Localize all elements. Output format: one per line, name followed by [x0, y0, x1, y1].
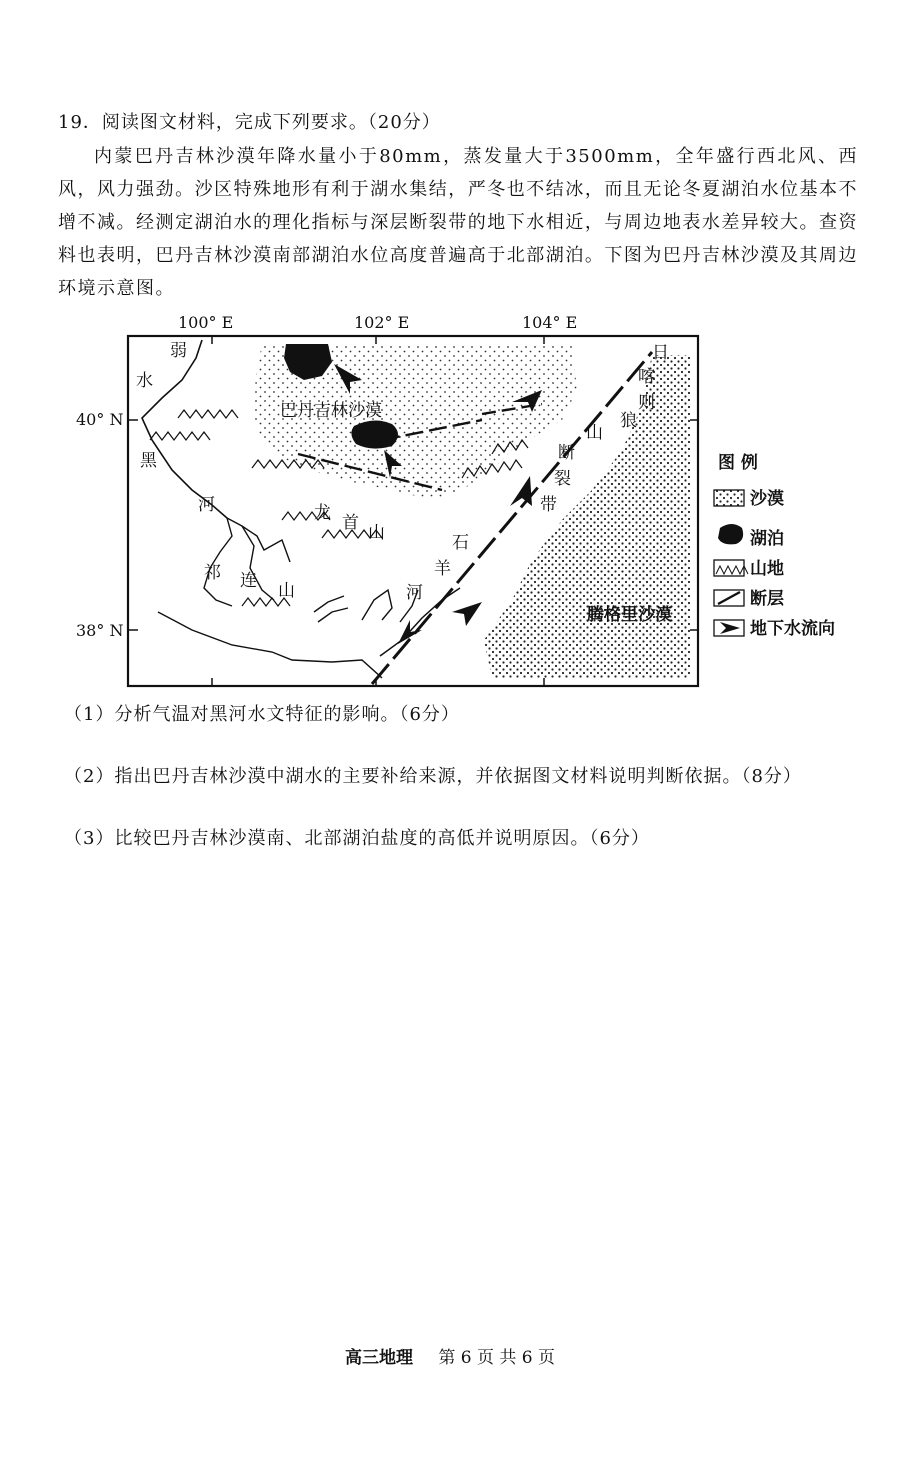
label-fault-5: 山	[586, 423, 603, 443]
shiyang-branch-2	[318, 608, 348, 622]
label-qilian-2: 连	[240, 571, 257, 591]
legend-flow-label: 地下水流向	[750, 619, 835, 639]
legend-desert-label: 沙漠	[750, 489, 784, 509]
label-fault-3: 则	[638, 393, 655, 413]
sub-question-2: （2）指出巴丹吉林沙漠中湖水的主要补给来源，并依据图文材料说明判断依据。（8分）	[64, 766, 802, 787]
label-ruo-1: 弱	[170, 341, 187, 361]
label-longshou-3: 山	[368, 523, 385, 543]
shiyang-branch-3	[362, 590, 392, 620]
label-qilian-3: 山	[278, 581, 295, 601]
question-passage	[58, 140, 858, 305]
passage-text: 内蒙巴丹吉林沙漠年降水量小于80mm，蒸发量大于3500mm，全年盛行西北风、西风，风力强劲。沙区特殊地形有利于湖水集结，严冬也不结冰，而且无论冬夏湖泊水位基本不增不减。经测定湖泊水的理化指标与深层断裂带的地下水相近，与周边地表水差异较大。查资料也表明，巴丹吉林沙漠南部湖泊水位高度普遍高于北部湖泊。下图为巴丹吉林沙漠及其周边环境示意图。	[58, 146, 858, 299]
lake-south	[351, 420, 398, 448]
label-fault-6: 断	[558, 443, 575, 463]
label-fault-2: 喀	[638, 367, 655, 387]
label-tengger: 腾格里沙漠	[587, 605, 672, 625]
label-fault-7: 裂	[554, 469, 571, 489]
lon-label-104: 104° E	[522, 313, 578, 332]
legend-desert-symbol	[714, 490, 744, 506]
legend-lake-symbol	[718, 524, 743, 544]
hei-river-upper	[227, 518, 290, 562]
footer-subject: 高三地理	[344, 1348, 413, 1368]
legend-mountain-label: 山地	[750, 559, 784, 579]
legend-flow-arrow-icon	[720, 622, 740, 634]
lat-label-40: 40° N	[76, 410, 124, 429]
legend-title: 图 例	[718, 453, 758, 473]
label-qilian-1: 祁	[204, 563, 221, 583]
label-hei-1: 黑	[140, 451, 157, 471]
label-ruo-2: 水	[136, 371, 153, 391]
hei-tributary-1	[204, 518, 232, 606]
lat-label-38: 38° N	[76, 621, 124, 640]
label-shiyang-3: 河	[406, 583, 423, 603]
label-fault-1: 日	[652, 343, 669, 363]
lon-label-100: 100° E	[178, 313, 234, 332]
legend-lake-label: 湖泊	[750, 529, 784, 549]
label-shiyang-1: 石	[452, 533, 469, 553]
map-figure	[76, 300, 862, 695]
lon-label-102: 102° E	[354, 313, 410, 332]
label-longshou-1: 龙	[314, 503, 331, 523]
label-hei-2: 河	[198, 495, 215, 515]
map-svg	[76, 300, 862, 695]
sub-question-3: （3）比较巴丹吉林沙漠南、北部湖泊盐度的高低并说明原因。（6分）	[64, 828, 650, 849]
question-title: 19．阅读图文材料，完成下列要求。（20分）	[58, 112, 441, 133]
label-longshou-2: 首	[342, 513, 359, 533]
page-footer	[0, 1343, 900, 1368]
sub-question-1: （1）分析气温对黑河水文特征的影响。（6分）	[64, 704, 460, 725]
legend-fault-label: 断层	[750, 589, 784, 609]
label-shiyang-2: 羊	[434, 559, 451, 579]
footer-page-number: 第 6 页 共 6 页	[438, 1348, 556, 1368]
legend	[714, 452, 835, 639]
qilian-boundary	[158, 612, 382, 678]
ruo-hei-river	[142, 340, 227, 518]
label-fault-4: 狼	[620, 411, 637, 431]
legend-mountain-icon	[716, 566, 748, 574]
legend-fault-icon	[718, 592, 740, 604]
label-fault-8: 带	[540, 495, 557, 515]
label-badain-jaran: 巴丹吉林沙漠	[280, 401, 382, 421]
